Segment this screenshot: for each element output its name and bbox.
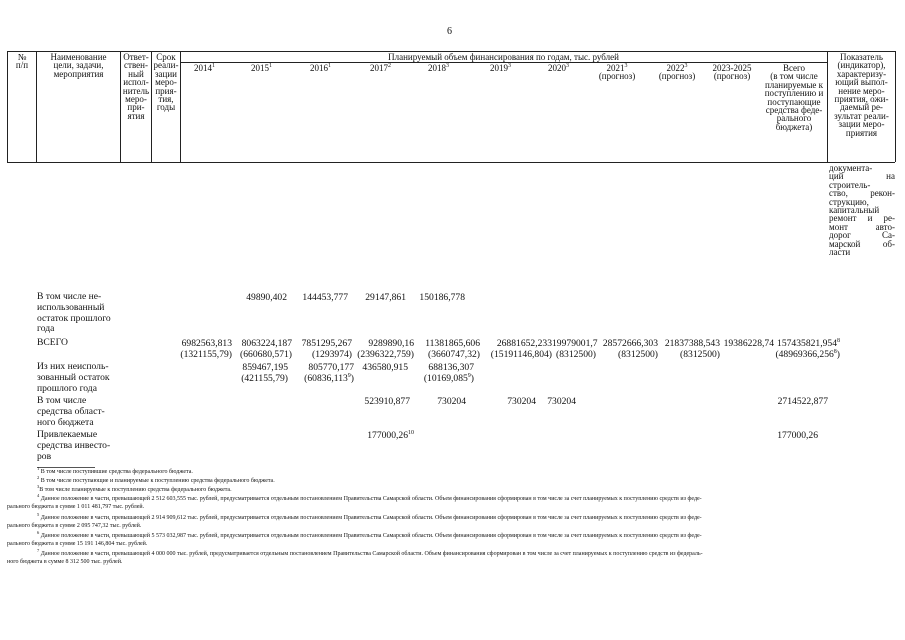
header-year-2021: 2021$^3$ (прогноз) — [598, 63, 636, 82]
footnote-2: $^2$ В том числе поступающие и планируемые к поступлению средства федерального бюджета. — [37, 475, 275, 484]
footnote-1: $^1$ В том числе поступившие средства федерального бюджета. — [37, 466, 193, 475]
cell-regional-2019: 730204 — [507, 396, 536, 407]
cell-regional-2017: 523910,877 — [364, 396, 410, 407]
header-year-2018: 2018$^3$ — [428, 63, 449, 73]
footnote-4-continuation: рального бюджета в сумме 1 011 481,797 тыс. рублей. — [7, 504, 145, 510]
header-year-2019: 2019$^3$ — [490, 63, 511, 73]
header-year-2017: 2017$^2$ — [370, 63, 391, 73]
row-label-total: ВСЕГО — [37, 337, 68, 348]
header-year-2023-2025: 2023-2025 (прогноз) — [712, 63, 752, 82]
cell-total-2016: 7851295,267 (1293974) — [301, 338, 352, 360]
row-label-unused-remainder: В том числе не- использованный остаток прошлого года — [37, 291, 111, 335]
cell-unused-2018: 150186,778 — [419, 292, 465, 303]
header-year-2022: 2022$^3$ (прогноз) — [658, 63, 696, 82]
cell-unused-of-2016: 805770,177 (60836,113$^9$) — [304, 362, 354, 384]
header-responsible: Ответ- ствен- ный испол- нитель меро- при- ятия — [122, 52, 150, 121]
cell-total-2019: 26881652,233 (15191146,804) — [490, 338, 552, 360]
footnote-3: $^3$В том числе планируемые к поступлению средства федерального бюджета. — [37, 484, 232, 493]
cell-regional-2020: 730204 — [547, 396, 576, 407]
cell-total-2021: 28572666,303 (8312500) — [602, 338, 658, 360]
indicator-continuation: документа- ций на строитель- ство, рекон- струкцию, капитальный ремонт и ре- монт авто- дорог Са- марской об- ласти — [829, 163, 895, 258]
footnote-6: $^6$ Данное положение в части, превышающей 5 573 032,987 тыс. рублей, предусматривается отдельным постановлением Правительства Самарской области. Объем финансирования сформирован в том числе за счет планируемых к поступлению средств из феде- — [37, 530, 702, 539]
footnote-6-continuation: рального бюджета в сумме 15 191 146,804 тыс. рублей. — [7, 541, 148, 547]
cell-investors-2017: 177000,26$^{10}$ — [367, 429, 414, 441]
footnote-7: $^7$ Данное положение в части, превышающей 4 000 000 тыс. рублей, предусматривается отдельным постановлением Правительства Самарской области. Объем финансирования сформирован в том числе за счет планируемых к поступлению средств из федераль- — [37, 548, 703, 557]
header-indicator: Показатель (индикатор), характеризу- ющий выпол- нение меро- приятия, ожи- даемый ре- зультат реали- зации меро- приятия — [834, 52, 889, 138]
row-label-regional-budget: В том числе средства област- ного бюджета — [37, 395, 105, 428]
cell-total-all: 157435821,954$^8$ (48969366,256$^8$) — [775, 337, 840, 360]
cell-unused-of-2015: 859467,195 (421155,79) — [241, 362, 288, 384]
cell-total-2015: 8063224,187 (660680,571) — [240, 338, 292, 360]
row-label-of-which-unused: Из них неисполь- зованный остаток прошлого года — [37, 361, 110, 394]
header-planned-financing: Планируемый объем финансирования по годам, тыс. рублей — [388, 52, 619, 62]
page-number: 6 — [447, 26, 452, 37]
cell-unused-of-2017: 436580,915 — [362, 362, 408, 373]
header-year-2015: 2015$^1$ — [251, 63, 272, 73]
footnote-separator — [37, 467, 95, 468]
row-label-investors: Привлекаемые средства инвесто- ров — [37, 429, 111, 462]
header-name: Наименование цели, задачи, мероприятия — [50, 52, 107, 79]
cell-investors-total: 177000,26 — [777, 430, 818, 441]
header-number: № п/п — [15, 52, 29, 71]
header-term: Срок реали- зации меро- прия- тия, годы — [153, 52, 179, 113]
cell-total-2018: 11381865,606 (3660747,32) — [425, 338, 480, 360]
header-total: Всего (в том числе планируемые к поступлению и поступающие средства феде- рального бюджета) — [764, 63, 824, 132]
header-year-2014: 2014$^1$ — [194, 63, 215, 73]
cell-unused-of-2018: 688136,307 (10169,085$^9$) — [423, 362, 474, 384]
cell-total-2022: 21837388,543 (8312500) — [664, 338, 720, 360]
cell-total-2023-2025: 19386228,74 — [723, 338, 774, 349]
cell-unused-2016: 144453,777 — [302, 292, 348, 303]
footnote-7-continuation: ного бюджета в сумме 8 312 500 тыс. рублей. — [7, 559, 123, 565]
cell-total-2020: 19979001,7 (8312500) — [552, 338, 598, 360]
footnote-5: $^5$ Данное положение в части, превышающей 2 914 909,612 тыс. рублей, предусматривается отдельным постановлением Правительства Самарской области. Объем финансирования сформирован в том числе за счет планируемых к поступлению средств из феде- — [37, 512, 702, 521]
cell-regional-2018: 730204 — [437, 396, 466, 407]
cell-unused-2017: 29147,861 — [365, 292, 406, 303]
cell-unused-2015: 49890,402 — [246, 292, 287, 303]
footnote-5-continuation: рального бюджета в сумме 2 095 747,32 тыс. рублей. — [7, 523, 142, 529]
cell-regional-total: 2714522,877 — [777, 396, 828, 407]
cell-total-2014: 6982563,813 (1321155,79) — [180, 338, 232, 360]
cell-total-2017: 9289890,16 (2396322,759) — [357, 338, 414, 360]
header-year-2016: 2016$^1$ — [310, 63, 331, 73]
footnote-4: $^4$ Данное положение в части, превышающей 2 512 603,555 тыс. рублей, предусматривается отдельным постановлением Правительства Самарской области. Объем финансирования сформирован в том числе за счет планируемых к поступлению средств из феде- — [37, 493, 702, 502]
header-year-2020: 2020$^3$ — [548, 63, 569, 73]
